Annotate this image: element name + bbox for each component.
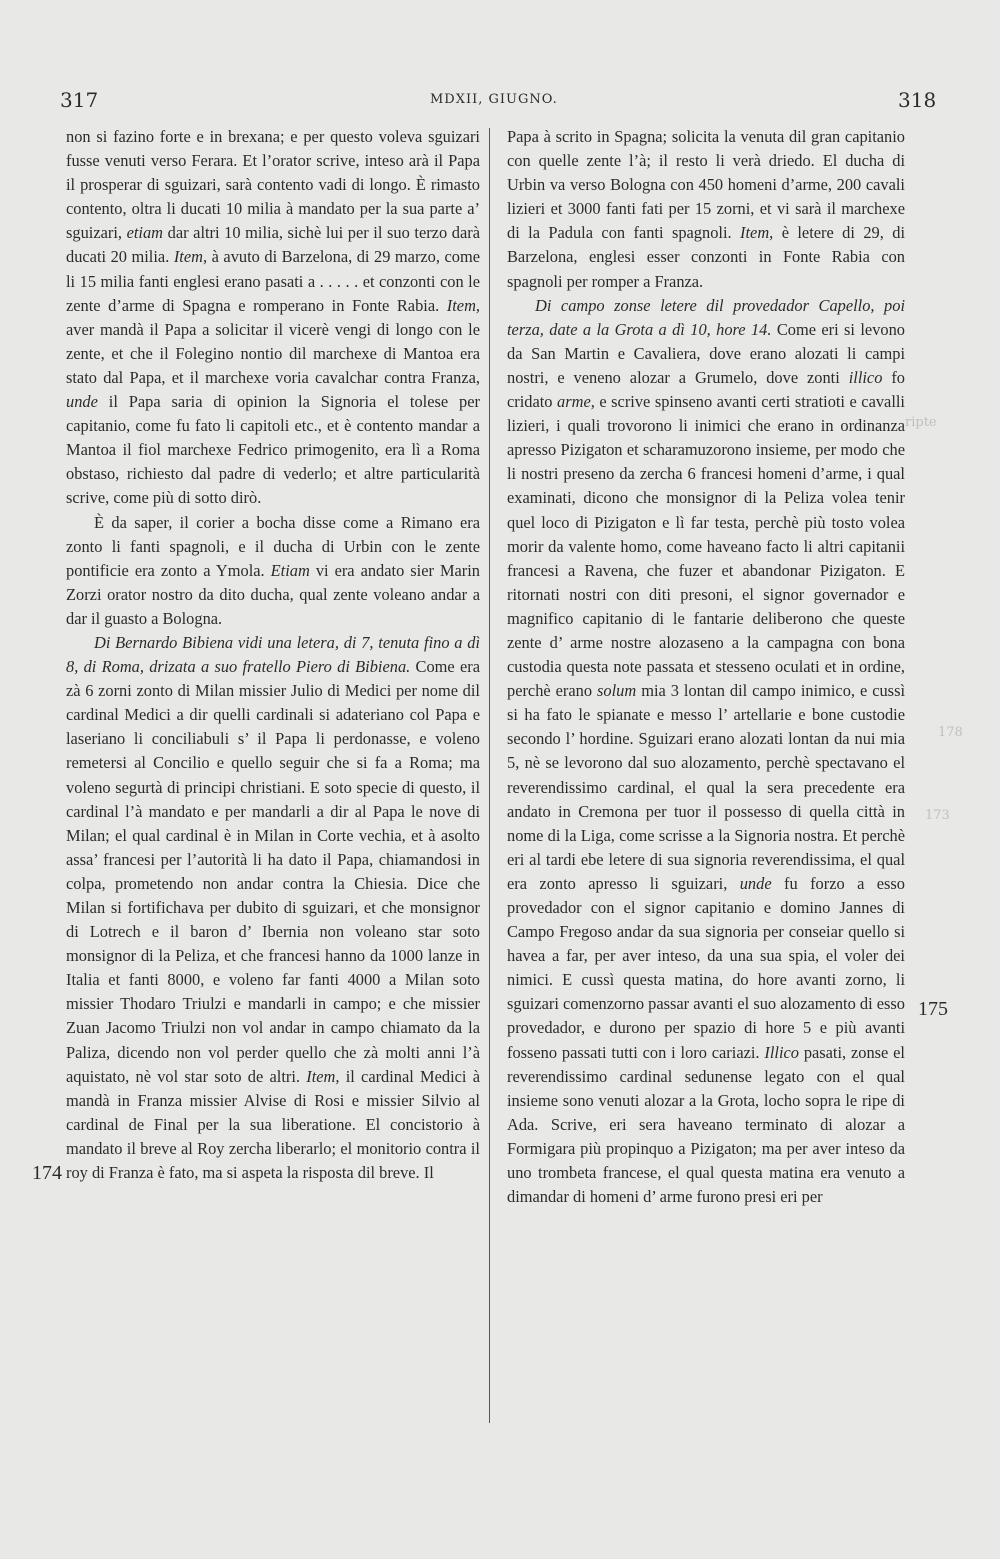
italic-run: illico <box>848 367 883 387</box>
text-run: à avuto di Barzelona, di 29 marzo, come li 15 milia fanti englesi erano pasati a . . . . . et conzonti con le zente d’arme di Spagna e romperano in Fonte Rabia. <box>66 247 481 315</box>
text-run: il Papa saria di opinion la Signoria el tolese per capitanio, come fu fato li capitoli etc., et è contento mandar a Mantoa il fiol marchexe Fedrico primogenito, era lì a Roma obstaso, richiesto dal padre di vederlo; et altre particularità scrive, come più di sotto dirò. <box>66 392 480 508</box>
paragraph <box>507 125 905 294</box>
paragraph <box>66 125 480 511</box>
right-column <box>507 125 905 1209</box>
italic-run: arme, <box>557 392 595 412</box>
paragraph <box>66 511 480 631</box>
text-run: Come era zà 6 zorni zonto di Milan missier Julio di Medici per nome dil cardinal Medici a dir quelli cardinali si adateriano col Papa e laseriano li conciliabuli s’ il Papa li perdonasse, e voleno remetersi al Concilio e quello seguir che si fa a Roma; ma voleno segurtà di principi christiani. E soto specie di questo, il cardinal l’à mandato e per mandarli a dir al Papa le nove di Milan; el qual cardinal è in Milan in Corte vechia, et à asolto assa’ francesi per l’autorità li ha dato il Papa, chiamandosi in colpa, prometendo non andar contra la Chiesia. Dice che Milan si fortifichava per dubito di sguizari, et che monsignor di Lotrech e il baron d’ Ibernia non voleano star soto monsignor di la Peliza, et che francesi hanno da 1000 lanze in Italia et fanti 8000, e voleno far fanti 4000 a Milan soto missier Thodaro Triulzi e mandarli in campo; e che missier Zuan Jacomo Triulzi non vol andar in campo chiamato da la Paliza, dicendo non vol perder quello che zà molti anni l’à aquistato, nè vol star soto de altri. <box>66 657 480 1086</box>
page-header <box>0 88 1000 118</box>
text-run: il cardinal Medici à mandà in Franza missier Alvise di Rosi e missier Silvio al cardinal de Final per la sua liberatione. El concistorio à mandato il breve al Roy zercha liberarlo; el monitorio contra il roy di Franza è fato, ma si aspeta la risposta dil breve. Il <box>66 1066 480 1183</box>
italic-run: etiam <box>126 223 164 243</box>
margin-number-left: 174 <box>32 1162 62 1184</box>
italic-heading: Di Bernardo Bibiena vidi una letera, di 7, tenuta fino a dì 8, di Roma, drizata a suo fratello Piero di Bibiena. <box>66 632 480 677</box>
text-run: fu forzo a esso provedador con el signor capitanio e domino Jannes di Campo Fregoso andar da sua signoria per conseiar quello si havea a far, per aver inteso, da una sua spia, el voler dei nimici. E cussì questa matina, do hore avanti zorno, li sguizari comenzorno passar avanti el suo alozamento di esso provedador, e durono per spazio di hore 5 e più avanti fosseno passati tutti con i loro cariazi. <box>507 873 905 1062</box>
column-divider <box>489 128 490 1423</box>
text-run: aver mandà il Papa a solicitar il vicerè vengi di longo con le zente, et che il Folegino nontio dil marchexe di Mantoa era stato dal Papa, et il marchexe voria cavalchar contra Franza, <box>66 319 480 387</box>
italic-run: Item, <box>740 223 774 243</box>
left-page-number: 317 <box>60 88 99 112</box>
show-through-mark: 173 <box>925 808 950 823</box>
show-through-mark: 178 <box>938 725 963 740</box>
italic-run: unde <box>739 873 772 893</box>
paragraph <box>507 294 905 1210</box>
text-run: è letere di 29, di Barzelona, englesi esser conzonti in Fonte Rabia con spagnoli per romper a Franza. <box>507 223 905 291</box>
right-page-number: 318 <box>898 88 937 112</box>
text-run: Papa à scrito in Spagna; solicita la venuta dil gran capitanio con quelle zente l’à; il resto li verà driedo. El ducha di Urbin va verso Bologna con 450 homeni d’arme, 200 cavali lizieri et 3000 fanti fati per 15 zorni, et vi sarà il marchexe di la Padula con fanti spagnoli. <box>507 127 905 243</box>
text-run: fo cridato <box>507 367 905 412</box>
text-run: non si fazino forte e in brexana; e per questo voleva sguizari fusse venuti verso Ferara. Et l’orator scrive, inteso arà il Papa il prosperar di sguizari, sarà contento vadi di longo. È rimasto contento, oltra li ducati 10 milia à mandato per la sua parte a’ sguizari, <box>66 127 480 243</box>
italic-run: solum <box>597 681 637 701</box>
running-head: MDXII, GIUGNO. <box>430 92 558 107</box>
italic-run: Illico <box>764 1042 799 1062</box>
margin-number-right: 175 <box>918 998 948 1020</box>
text-run: mia 3 lontan dil campo inimico, e cussì si ha fato le spianate e messo l’ artellarie e bone custodie secondo l’ hordine. Sguizari erano alozati lontan da nui mia 5, nè se levorono dal suo alozamento, perchè spectavano el reverendissimo cardinal, el qual la sera precedente era andato in Cremona per tuor il possesso di quella città in nome di la Liga, come scrisse a la Signoria nostra. Et perchè eri al tardi ebe letere di sua signoria reverendissima, el qual era zonto apresso li sguizari, <box>507 681 905 893</box>
show-through-mark: ripte <box>905 415 937 430</box>
left-column <box>66 125 480 1185</box>
text-run: Come eri si levono da San Martin e Cavaliera, dove erano alozati li campi nostri, e veneno alozar a Grumelo, dove zonti <box>507 319 905 387</box>
italic-run: Item, <box>446 295 481 315</box>
italic-run: Item, <box>306 1066 340 1086</box>
text-run: vi era andato sier Marin Zorzi orator nostro da dito ducha, qual zente voleano andar a dar il guasto a Bologna. <box>66 560 480 628</box>
italic-run: unde <box>66 392 98 412</box>
text-run: È da saper, il corier a bocha disse come a Rimano era zonto li fanti spagnoli, e il ducha di Urbin con le zente pontificie era zonto a Ymola. <box>66 512 480 580</box>
text-run: e scrive spinseno avanti certi stratioti e cavalli lizieri, i quali trovorono li inimici che erano in ordinanza apresso Pizigaton et scharamuzorono insieme, per modo che li nostri preseno da zercha 6 francesi homeni d’arme, i qual examinati, dicono che monsignor di la Peliza volea tenir quel loco di Pizigaton e lì far testa, perchè più tosto volea morir da valente homo, come haveano facto li altri capitanii francesi a Ravena, che fuzer et abandonar Pizigaton. E ritornati nostri con diti presoni, el signor governador e magnifico capitanio di le fantarie deliberono che queste zente d’ arme nostre alozaseno a la campagna con bona custodia questa note passata et stesseno oculati et in ordine, perchè erano <box>507 392 905 701</box>
italic-heading: Di campo zonse letere dil provedador Capello, poi terza, date a la Grota a dì 10, hore 14. <box>507 295 905 339</box>
italic-run: Etiam <box>270 560 310 580</box>
italic-run: Item, <box>173 247 208 267</box>
text-run: dar altri 10 milia, sichè lui per il suo terzo darà ducati 20 milia. <box>66 223 480 267</box>
text-run: pasati, zonse el reverendissimo cardinal sedunense legato con el qual insieme sono venuti alozar a la Grota, locho sopra le ripe di Ada. Scrive, eri sera haveano terminato di alozar a Formigara più propinquo a Pizigaton; ma per aver inteso da uno trombeta francese, el qual questa matina era venuto a dimandar di homeni d’ arme furono presi eri per <box>507 1042 905 1207</box>
paragraph <box>66 631 480 1185</box>
